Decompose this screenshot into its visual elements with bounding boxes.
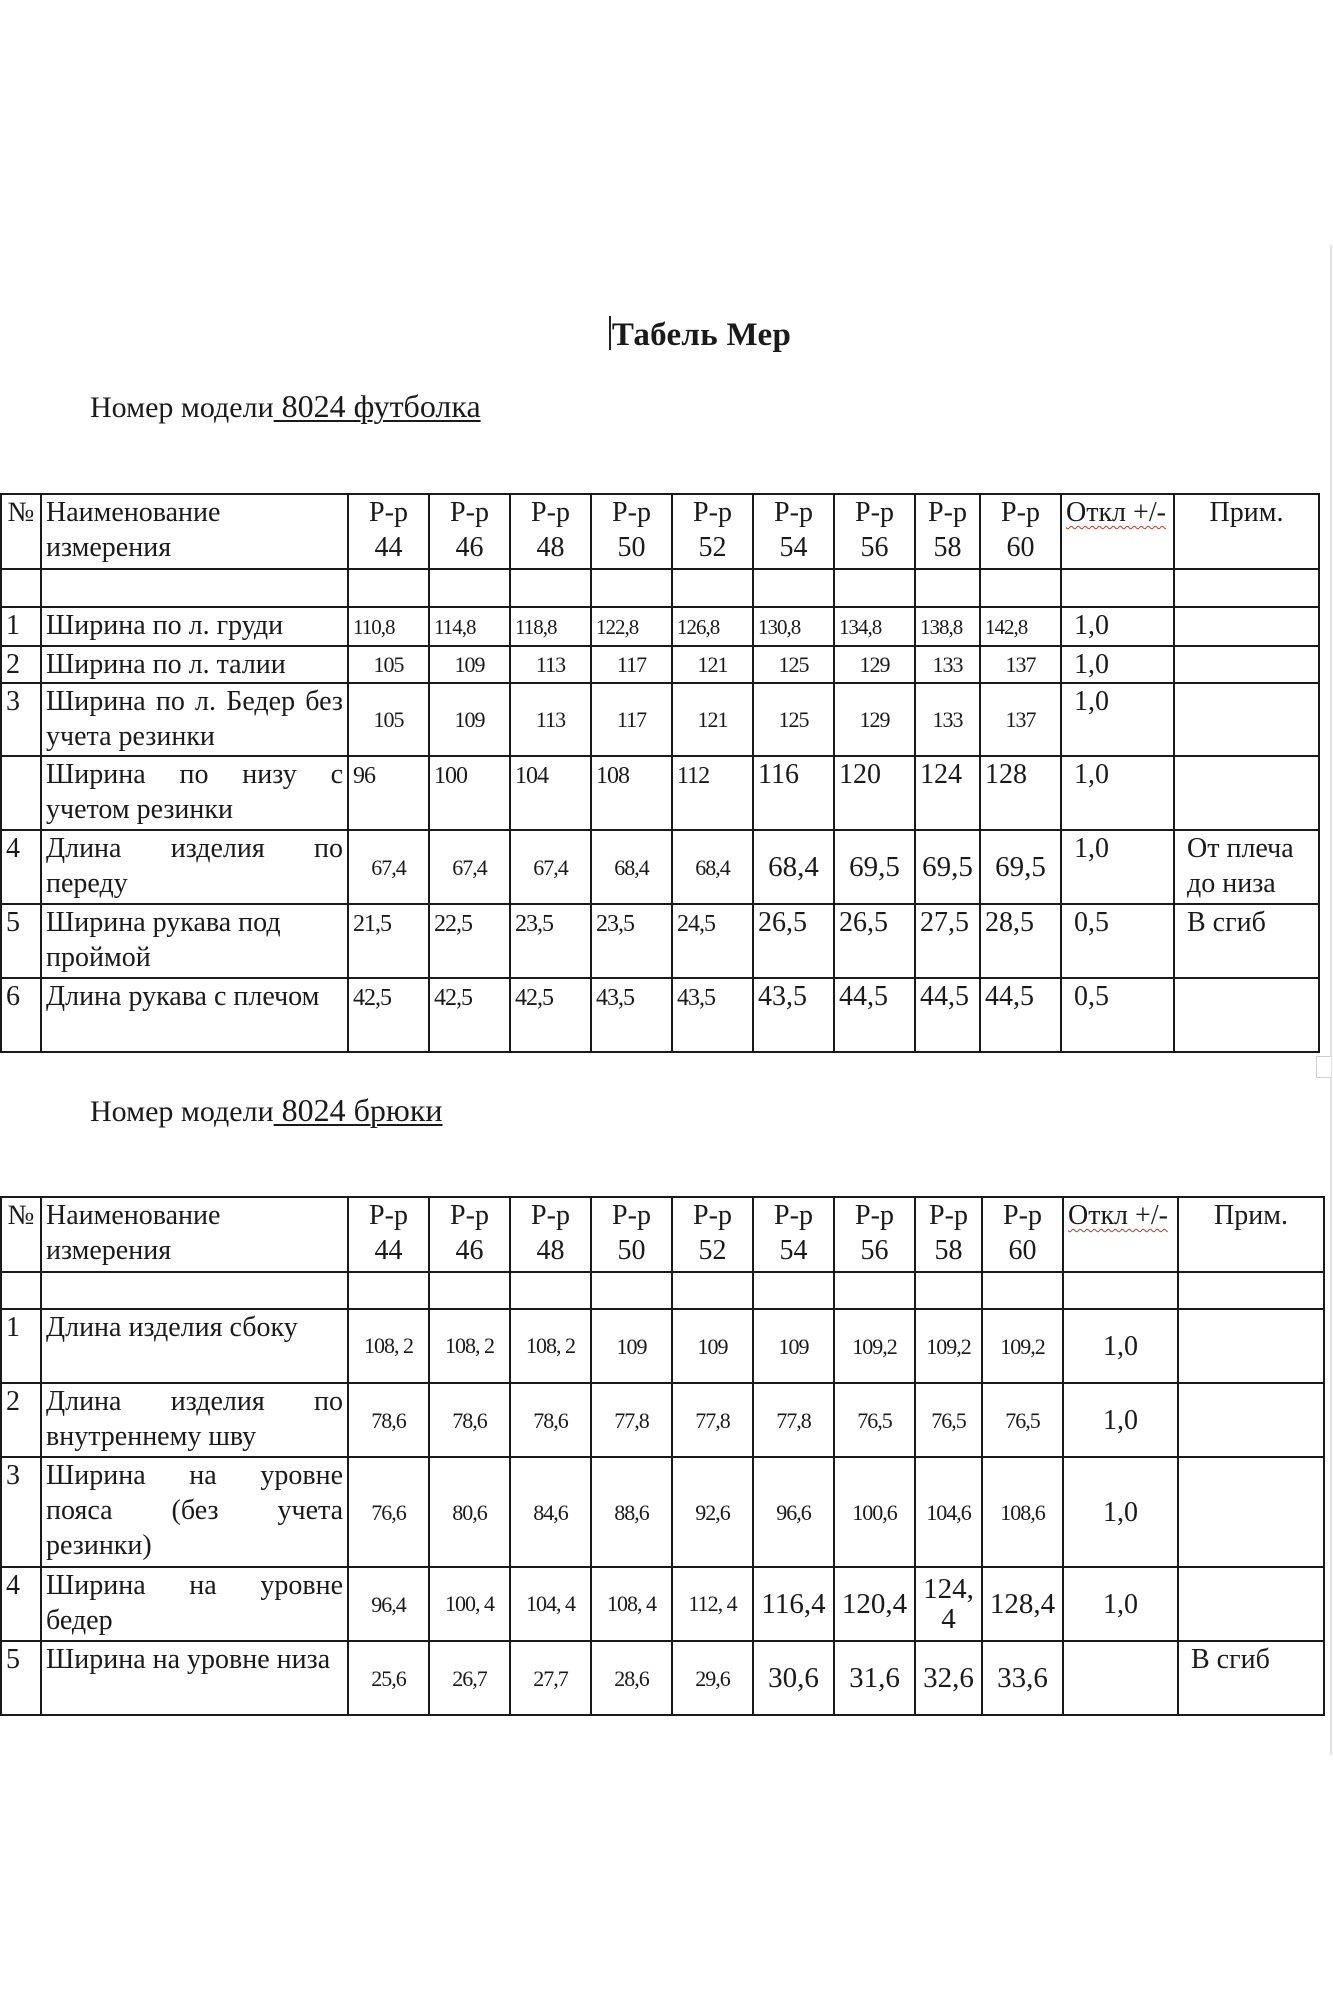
row-value: 44,5: [834, 978, 915, 1052]
row-value: 128,4: [982, 1567, 1063, 1641]
row-value: 31,6: [834, 1641, 915, 1715]
header-size: Р-р 56: [834, 494, 915, 569]
row-value: 22,5: [429, 904, 510, 978]
row-value: 110,8: [348, 607, 429, 646]
header-tolerance-text: Откл +/-: [1066, 497, 1166, 528]
row-value: 67,4: [429, 830, 510, 904]
row-value: 114,8: [429, 607, 510, 646]
header-size: Р-р 46: [429, 1197, 510, 1272]
row-value: 69,5: [834, 830, 915, 904]
row-value: 69,5: [915, 830, 980, 904]
row-note: От плеча до низа: [1174, 830, 1319, 904]
row-value: 133: [915, 646, 980, 683]
row-value: 117: [591, 646, 672, 683]
row-value: 68,4: [672, 830, 753, 904]
row-value: 138,8: [915, 607, 980, 646]
row-value: 92,6: [672, 1457, 753, 1567]
row-value: 108: [591, 756, 672, 830]
row-value: 29,6: [672, 1641, 753, 1715]
row-value: 113: [510, 683, 591, 756]
table-row: [1, 1383, 1324, 1457]
row-value: 44,5: [980, 978, 1061, 1052]
row-value: 137: [980, 683, 1061, 756]
row-value: 80,6: [429, 1457, 510, 1567]
row-value: 113: [510, 646, 591, 683]
row-value: 128: [980, 756, 1061, 830]
row-no: 1: [1, 607, 41, 646]
row-value: 125: [753, 646, 834, 683]
table-header-row: [1, 1197, 1324, 1272]
header-size: Р-р 44: [348, 1197, 429, 1272]
table-row: [1, 756, 1319, 830]
header-no: №: [1, 1197, 41, 1272]
row-value: 28,5: [980, 904, 1061, 978]
row-value: 104,6: [915, 1457, 982, 1567]
header-size: Р-р 60: [982, 1197, 1063, 1272]
row-value: 78,6: [510, 1383, 591, 1457]
row-value: 124: [915, 756, 980, 830]
row-value: 42,5: [510, 978, 591, 1052]
row-value: 126,8: [672, 607, 753, 646]
row-value: 24,5: [672, 904, 753, 978]
row-value: 112, 4: [672, 1567, 753, 1641]
row-tolerance: 1,0: [1061, 607, 1174, 646]
table-row: [1, 683, 1319, 756]
row-value: 116: [753, 756, 834, 830]
measurements-table-trousers: [0, 1196, 1325, 1716]
row-note: [1174, 607, 1319, 646]
row-value: 120: [834, 756, 915, 830]
row-value: 121: [672, 683, 753, 756]
row-note: [1174, 756, 1319, 830]
table-row: [1, 830, 1319, 904]
row-tolerance: 1,0: [1063, 1383, 1178, 1457]
row-name: Ширина по л. талии: [41, 646, 348, 683]
row-tolerance: 1,0: [1061, 830, 1174, 904]
row-value: 77,8: [672, 1383, 753, 1457]
row-name: Длина изделия по внутреннему шву: [41, 1383, 348, 1457]
row-value: 108, 4: [591, 1567, 672, 1641]
row-value: 130,8: [753, 607, 834, 646]
row-value: 100, 4: [429, 1567, 510, 1641]
row-value: 142,8: [980, 607, 1061, 646]
row-value: 108, 2: [348, 1309, 429, 1383]
table-row: [1, 1457, 1324, 1567]
table-spacer-row: [1, 1272, 1324, 1309]
row-value: 108, 2: [429, 1309, 510, 1383]
header-no: №: [1, 494, 41, 569]
row-value: 137: [980, 646, 1061, 683]
row-value: 105: [348, 683, 429, 756]
row-note: В сгиб: [1174, 904, 1319, 978]
row-value: 109,2: [834, 1309, 915, 1383]
document-title-text: Табель Мер: [611, 317, 792, 353]
table-row: [1, 904, 1319, 978]
row-tolerance: [1063, 1641, 1178, 1715]
header-size: Р-р 54: [753, 494, 834, 569]
header-name: Наименование измерения: [41, 1197, 348, 1272]
row-value: 43,5: [591, 978, 672, 1052]
table-spacer-row: [1, 569, 1319, 607]
row-value: 109,2: [915, 1309, 982, 1383]
row-value: 67,4: [510, 830, 591, 904]
header-size: Р-р 58: [915, 494, 980, 569]
row-value: 112: [672, 756, 753, 830]
document-title: [0, 316, 1333, 354]
model-label: Номер модели: [90, 391, 274, 424]
row-tolerance: 1,0: [1063, 1309, 1178, 1383]
row-note: [1178, 1383, 1324, 1457]
model-label: Номер модели: [90, 1095, 274, 1128]
row-value: 109: [429, 646, 510, 683]
header-size: Р-р 46: [429, 494, 510, 569]
row-value: 129: [834, 683, 915, 756]
row-value: 109: [591, 1309, 672, 1383]
row-value: 30,6: [753, 1641, 834, 1715]
row-tolerance: 1,0: [1061, 646, 1174, 683]
measurements-table-tshirt: [0, 493, 1320, 1053]
row-value: 118,8: [510, 607, 591, 646]
row-no: 5: [1, 904, 41, 978]
row-name: Ширина рукава под проймой: [41, 904, 348, 978]
row-value: 108,6: [982, 1457, 1063, 1567]
row-note: [1178, 1309, 1324, 1383]
row-name: Ширина на уровне низа: [41, 1641, 348, 1715]
row-name: Ширина по низу с учетом резинки: [41, 756, 348, 830]
row-tolerance: 0,5: [1061, 904, 1174, 978]
header-size: Р-р 50: [591, 494, 672, 569]
row-value: 78,6: [348, 1383, 429, 1457]
row-value: 28,6: [591, 1641, 672, 1715]
row-value: 109: [672, 1309, 753, 1383]
row-value: 68,4: [753, 830, 834, 904]
header-tolerance: [1061, 494, 1174, 569]
header-size: Р-р 50: [591, 1197, 672, 1272]
model-heading-tshirt: [90, 388, 481, 425]
table-row: [1, 646, 1319, 683]
row-value: 134,8: [834, 607, 915, 646]
row-note: [1178, 1567, 1324, 1641]
row-value: 84,6: [510, 1457, 591, 1567]
row-no: 6: [1, 978, 41, 1052]
model-heading-trousers: [90, 1092, 442, 1129]
row-value: 27,5: [915, 904, 980, 978]
row-note: [1174, 978, 1319, 1052]
row-value: 23,5: [510, 904, 591, 978]
row-value: 25,6: [348, 1641, 429, 1715]
row-value: 116,4: [753, 1567, 834, 1641]
row-value: 109,2: [982, 1309, 1063, 1383]
row-value: 88,6: [591, 1457, 672, 1567]
header-size: Р-р 44: [348, 494, 429, 569]
row-no: 2: [1, 646, 41, 683]
table-row: [1, 1309, 1324, 1383]
table-header-row: [1, 494, 1319, 569]
row-name: Ширина на уровне бедер: [41, 1567, 348, 1641]
row-value: 43,5: [672, 978, 753, 1052]
row-name: Длина изделия по переду: [41, 830, 348, 904]
header-note: Прим.: [1178, 1197, 1324, 1272]
row-name: Ширина по л. Бедер без учета резинки: [41, 683, 348, 756]
row-tolerance: 1,0: [1063, 1567, 1178, 1641]
row-value: 104, 4: [510, 1567, 591, 1641]
header-size: Р-р 52: [672, 494, 753, 569]
row-value: 77,8: [753, 1383, 834, 1457]
table-row: [1, 1641, 1324, 1715]
row-no: [1, 756, 41, 830]
row-value: 21,5: [348, 904, 429, 978]
row-value: 33,6: [982, 1641, 1063, 1715]
table-row: [1, 607, 1319, 646]
row-name: Длина изделия сбоку: [41, 1309, 348, 1383]
row-no: 4: [1, 830, 41, 904]
row-value: 133: [915, 683, 980, 756]
row-value: 42,5: [348, 978, 429, 1052]
header-tolerance: [1063, 1197, 1178, 1272]
row-note: В сгиб: [1178, 1641, 1324, 1715]
header-note: Прим.: [1174, 494, 1319, 569]
row-value: 96,4: [348, 1567, 429, 1641]
row-value: 26,5: [753, 904, 834, 978]
header-size: Р-р 48: [510, 494, 591, 569]
row-no: 3: [1, 1457, 41, 1567]
row-value: 105: [348, 646, 429, 683]
row-note: [1174, 683, 1319, 756]
page-edge-rule: [1330, 245, 1332, 1755]
row-value: 26,5: [834, 904, 915, 978]
row-value: 76,5: [834, 1383, 915, 1457]
model-number: 8024 брюки: [273, 1092, 443, 1128]
row-value: 108, 2: [510, 1309, 591, 1383]
row-value: 100,6: [834, 1457, 915, 1567]
row-value: 125: [753, 683, 834, 756]
row-tolerance: 1,0: [1061, 756, 1174, 830]
row-name: Длина рукава с плечом: [41, 978, 348, 1052]
row-value: 76,5: [982, 1383, 1063, 1457]
header-size: Р-р 52: [672, 1197, 753, 1272]
row-value: 109: [429, 683, 510, 756]
row-no: 4: [1, 1567, 41, 1641]
row-value: 76,5: [915, 1383, 982, 1457]
header-tolerance-text: Откл +/-: [1068, 1200, 1168, 1231]
row-value: 27,7: [510, 1641, 591, 1715]
header-name: Наименование измерения: [41, 494, 348, 569]
header-size: Р-р 58: [915, 1197, 982, 1272]
row-value: 68,4: [591, 830, 672, 904]
page-edge-marker: [1316, 1056, 1331, 1078]
row-value: 121: [672, 646, 753, 683]
row-name: Ширина по л. груди: [41, 607, 348, 646]
row-value: 100: [429, 756, 510, 830]
row-no: 1: [1, 1309, 41, 1383]
row-value: 78,6: [429, 1383, 510, 1457]
row-value: 69,5: [980, 830, 1061, 904]
row-no: 5: [1, 1641, 41, 1715]
row-no: 2: [1, 1383, 41, 1457]
row-value: 109: [753, 1309, 834, 1383]
row-tolerance: 1,0: [1063, 1457, 1178, 1567]
row-tolerance: 1,0: [1061, 683, 1174, 756]
row-value: 44,5: [915, 978, 980, 1052]
row-value: 32,6: [915, 1641, 982, 1715]
row-note: [1178, 1457, 1324, 1567]
row-value: 77,8: [591, 1383, 672, 1457]
row-no: 3: [1, 683, 41, 756]
row-name: Ширина на уровне пояса (без учета резинки): [41, 1457, 348, 1567]
row-value: 42,5: [429, 978, 510, 1052]
row-value: 23,5: [591, 904, 672, 978]
table-row: [1, 1567, 1324, 1641]
row-value: 124, 4: [915, 1567, 982, 1641]
row-value: 117: [591, 683, 672, 756]
header-size: Р-р 60: [980, 494, 1061, 569]
row-value: 104: [510, 756, 591, 830]
model-number: 8024 футболка: [273, 388, 481, 424]
row-note: [1174, 646, 1319, 683]
row-value: 96,6: [753, 1457, 834, 1567]
text-cursor: [609, 316, 611, 350]
row-value: 43,5: [753, 978, 834, 1052]
table-row: [1, 978, 1319, 1052]
row-value: 122,8: [591, 607, 672, 646]
row-tolerance: 0,5: [1061, 978, 1174, 1052]
row-value: 96: [348, 756, 429, 830]
row-value: 120,4: [834, 1567, 915, 1641]
row-value: 67,4: [348, 830, 429, 904]
header-size: Р-р 54: [753, 1197, 834, 1272]
row-value: 76,6: [348, 1457, 429, 1567]
header-size: Р-р 48: [510, 1197, 591, 1272]
row-value: 129: [834, 646, 915, 683]
row-value: 26,7: [429, 1641, 510, 1715]
header-size: Р-р 56: [834, 1197, 915, 1272]
